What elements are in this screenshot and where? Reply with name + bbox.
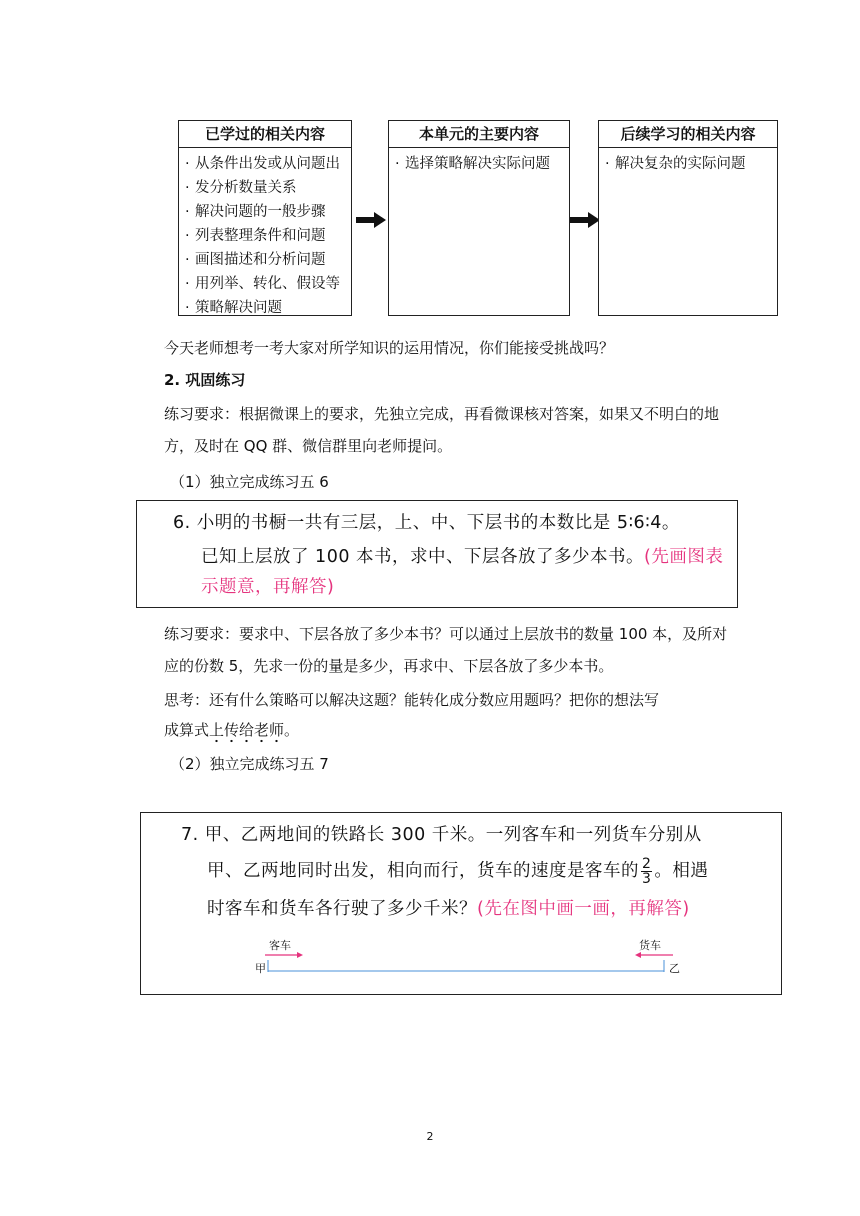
fraction-numerator: 2: [642, 855, 652, 872]
flow-box-unit-title: 本单元的主要内容: [389, 121, 569, 148]
left-vehicle-label: 客车: [269, 939, 291, 952]
exercise-6-line-2-text: 已知上层放了 100 本书，求中、下层各放了多少本书。: [201, 547, 645, 567]
right-end-label: 乙: [669, 962, 680, 975]
flow-box-learned-title: 已学过的相关内容: [179, 121, 351, 148]
flow-box-learned-list: [179, 148, 351, 320]
exercise-7-line-2-b: 。相遇: [654, 861, 709, 881]
exercise-7-line-2: [207, 855, 708, 888]
list-item: · 解决复杂的实际问题: [605, 152, 777, 176]
fraction-denominator: 3: [642, 870, 652, 887]
exercise-7-hint: (先在图中画一画，再解答): [477, 899, 690, 919]
exercise-6-box: [136, 500, 738, 608]
list-item: · 解决问题的一般步骤: [185, 200, 351, 224]
flow-box-future-title: 后续学习的相关内容: [599, 121, 777, 148]
arrow-right-icon: [356, 212, 386, 228]
section-title: 2. 巩固练习: [164, 371, 246, 389]
exercise-7-box: [140, 812, 782, 995]
intro-text: 今天老师想考一考大家对所学知识的运用情况，你们能接受挑战吗？: [164, 339, 615, 357]
exercise-6-hint-a: (先画图表: [644, 547, 724, 567]
flow-box-future: [598, 120, 778, 316]
flow-box-unit-list: [389, 148, 569, 176]
think-prefix: 成算式: [164, 721, 210, 739]
exercise-6-hint-b: 示题意，再解答): [201, 577, 335, 597]
requirement-1: 练习要求：根据微课上的要求，先独立完成，再看微课核对答案，如果又不明白的地方，及时在 QQ 群、微信群里向老师提问。: [164, 405, 720, 455]
list-item: · 发分析数量关系: [185, 176, 351, 200]
list-item: · 用列举、转化、假设等: [185, 272, 351, 296]
exercise-7-line-2-a: 甲、乙两地同时出发，相向而行，货车的速度是客车的: [207, 861, 639, 881]
arrow-right-icon: [570, 212, 600, 228]
right-vehicle-label: 货车: [639, 939, 661, 952]
list-item: · 列表整理条件和问题: [185, 224, 351, 248]
fraction: [641, 857, 652, 886]
list-item: · 策略解决问题: [185, 296, 351, 320]
flow-box-future-list: [599, 148, 777, 176]
requirement-2: 练习要求：要求中、下层各放了多少本书？可以通过上层放书的数量 100 本，及所对应的份数 5，先求一份的量是多少，再求中、下层各放了多少本书。: [164, 625, 728, 675]
list-item: · 从条件出发或从问题出: [185, 152, 351, 176]
think-emphasis: 上传给老师: [209, 721, 284, 743]
task-1-label: （1）独立完成练习五 6: [170, 473, 329, 491]
list-item: · 画图描述和分析问题: [185, 248, 351, 272]
think-line-1: 思考：还有什么策略可以解决这题？能转化成分数应用题吗？把你的想法写: [164, 691, 660, 709]
left-end-label: 甲: [255, 962, 266, 975]
task-2-label: （2）独立完成练习五 7: [170, 755, 329, 773]
exercise-6-line-2: [201, 541, 723, 574]
flow-box-learned: [178, 120, 352, 316]
exercise-7-line-1: 7. 甲、乙两地间的铁路长 300 千米。一列客车和一列货车分别从: [181, 825, 702, 845]
page-number: 2: [426, 1130, 434, 1143]
exercise-7-line-3: [207, 893, 690, 926]
think-suffix: 。: [284, 721, 300, 739]
flow-box-unit: [388, 120, 570, 316]
exercise-7-line-3-text: 时客车和货车各行驶了多少千米？: [207, 899, 477, 919]
think-line-2: [164, 720, 299, 740]
list-item: · 选择策略解决实际问题: [395, 152, 569, 176]
railway-segment: [267, 958, 665, 974]
exercise-6-line-1: 6. 小明的书橱一共有三层，上、中、下层书的本数比是 5∶6∶4。: [173, 513, 680, 533]
